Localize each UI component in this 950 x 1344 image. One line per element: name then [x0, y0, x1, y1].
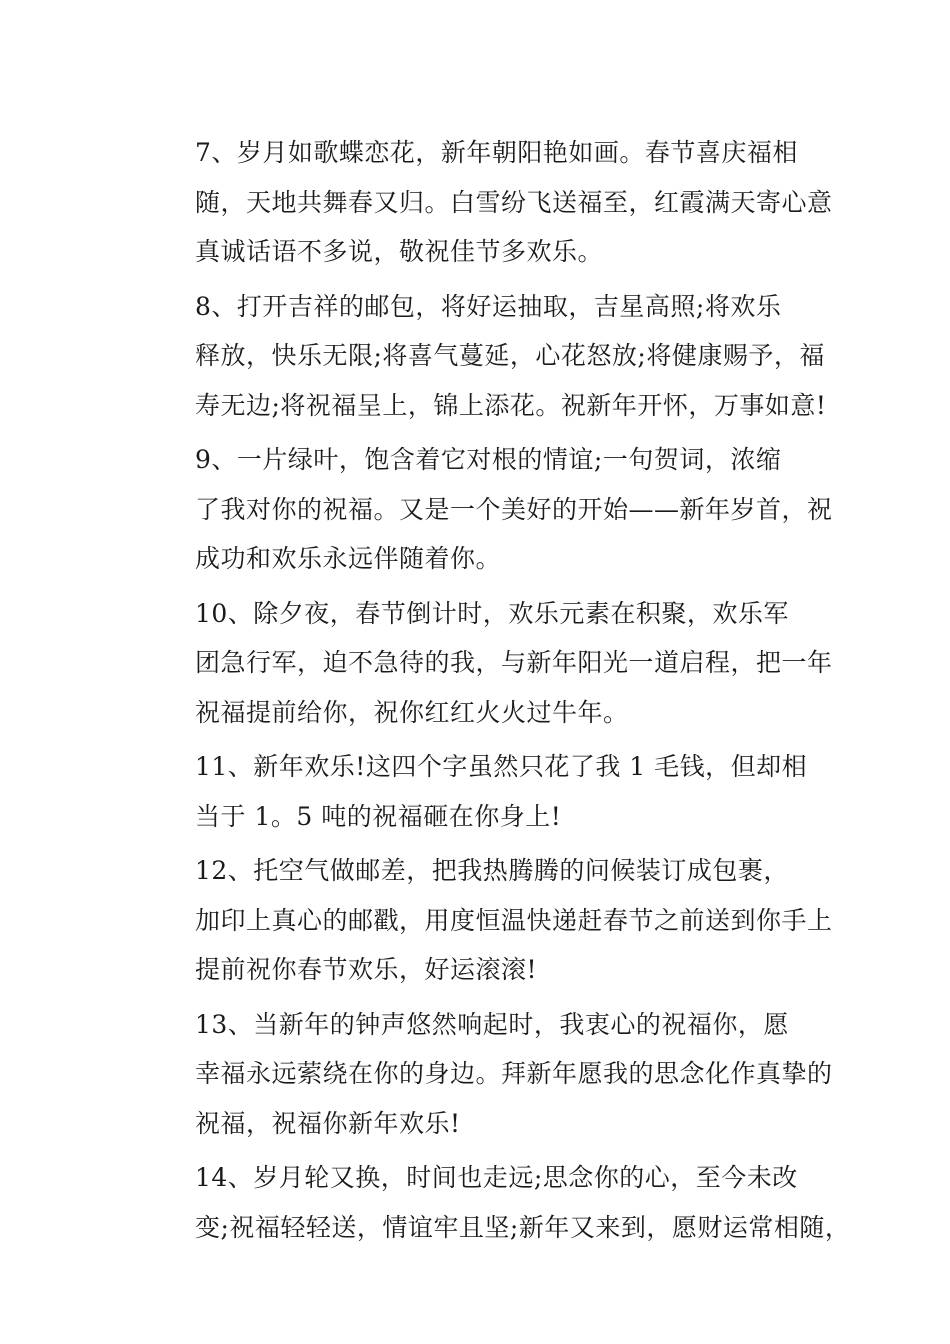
document-body: [145, 128, 851, 1257]
paragraph-2: [145, 282, 827, 431]
paragraph-7: [145, 1000, 833, 1149]
text-line: 真诚话语不多说，敬祝佳节多欢乐。: [195, 237, 604, 266]
text-line: 了我对你的祝福。又是一个美好的开始——新年岁首，祝: [195, 494, 833, 524]
text-line: 祝福提前给你，祝你红红火火过牛年。: [195, 697, 629, 727]
text-line: 变;祝福轻轻送，情谊牢且坚;新年又来到，愿财运常相随，: [195, 1212, 851, 1242]
text-line: 加印上真心的邮戳，用度恒温快递赶春节之前送到你手上: [195, 905, 833, 935]
text-line: 14、岁月轮又换，时间也走远;思念你的心，至今未改: [195, 1163, 798, 1192]
text-line: 寿无边;将祝福呈上，锦上添花。祝新年开怀，万事如意!: [195, 390, 827, 420]
paragraph-4: [145, 589, 833, 738]
paragraph-1: [145, 128, 833, 277]
paragraph-8: [145, 1153, 851, 1252]
paragraph-3: [145, 435, 833, 584]
paragraph-5: [145, 742, 810, 841]
text-line: 释放，快乐无限;将喜气蔓延，心花怒放;将健康赐予，福: [195, 341, 825, 370]
paragraph-6: [145, 846, 833, 995]
text-line: 9、一片绿叶，饱含着它对根的情谊;一句贺词，浓缩: [195, 445, 782, 474]
text-line: 13、当新年的钟声悠然响起时，我衷心的祝福你，愿: [195, 1009, 789, 1039]
text-line: 幸福永远萦绕在你的身边。拜新年愿我的思念化作真挚的: [195, 1059, 833, 1088]
text-line: 随，天地共舞春又归。白雪纷飞送福至，红霞满天寄心意: [195, 187, 833, 217]
text-line: 11、新年欢乐!这四个字虽然只花了我 1 毛钱，但却相: [195, 752, 808, 781]
text-line: 成功和欢乐永远伴随着你。: [195, 544, 502, 573]
text-line: 提前祝你春节欢乐，好运滚滚!: [195, 955, 538, 984]
text-line: 当于 1。5 吨的祝福砸在你身上!: [195, 801, 562, 831]
text-line: 12、托空气做邮差，把我热腾腾的问候装订成包裹，: [195, 856, 789, 885]
text-line: 10、除夕夜，春节倒计时，欢乐元素在积聚，欢乐军: [195, 598, 789, 628]
text-line: 7、岁月如歌蝶恋花，新年朝阳艳如画。春节喜庆福相: [195, 138, 798, 167]
text-line: 祝福，祝福你新年欢乐!: [195, 1108, 461, 1138]
text-line: 团急行军，迫不急待的我，与新年阳光一道启程，把一年: [195, 648, 833, 677]
text-line: 8、打开吉祥的邮包，将好运抽取，吉星高照;将欢乐: [195, 291, 782, 321]
